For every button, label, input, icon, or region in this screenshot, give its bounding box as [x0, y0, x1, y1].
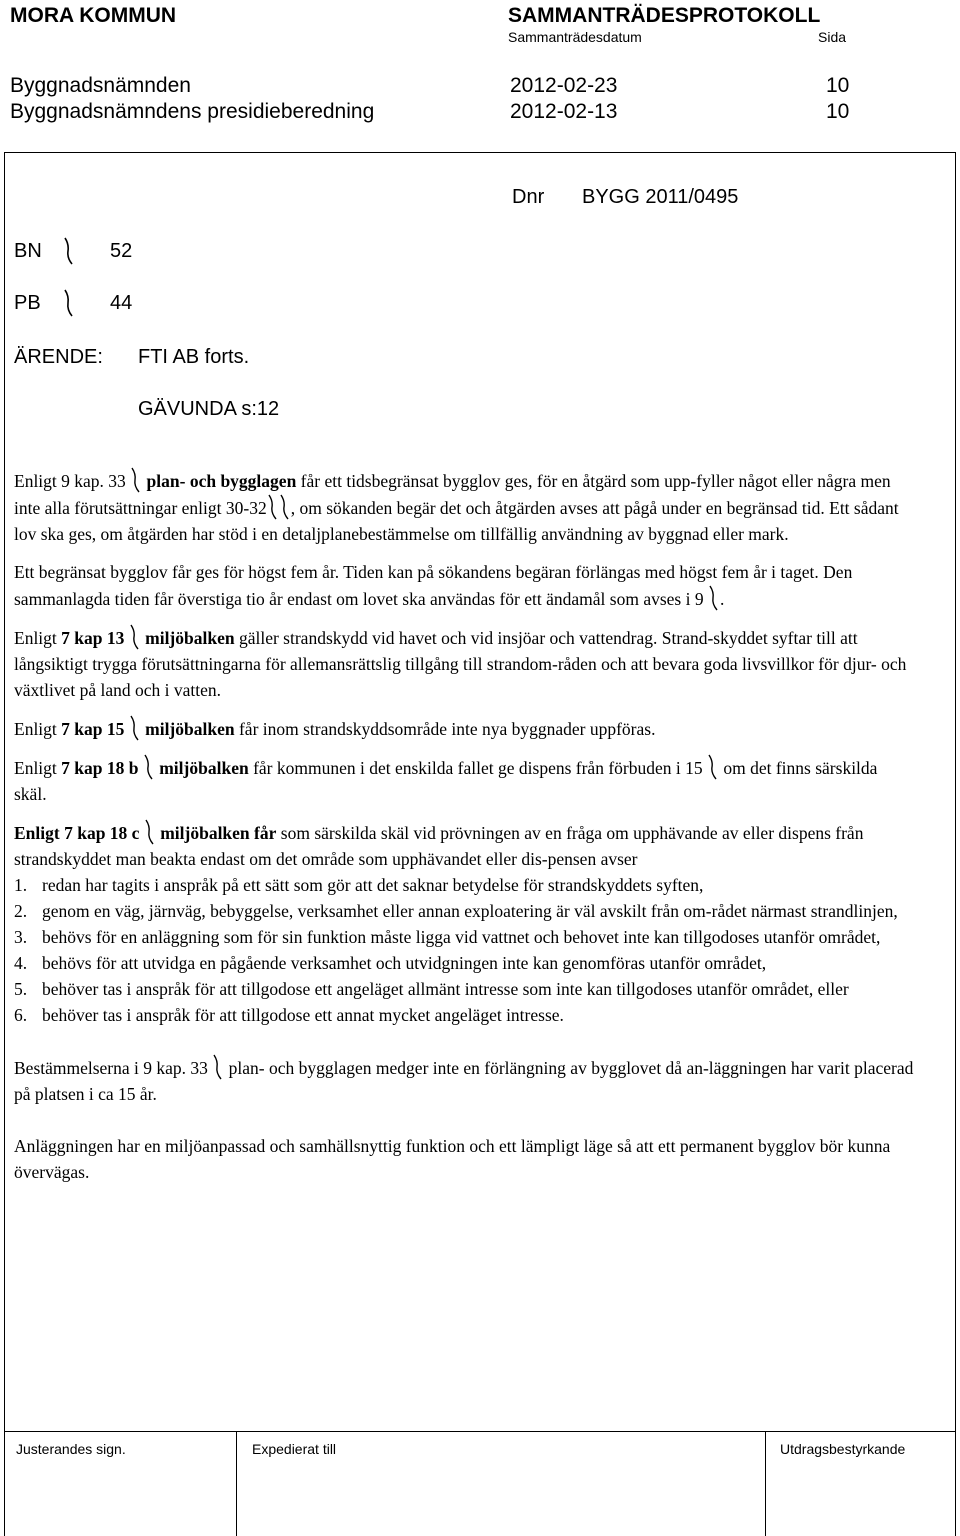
footer-column-divider — [236, 1431, 237, 1536]
arende-title: FTI AB forts. — [138, 346, 250, 368]
committee-date: 2012-02-23 — [510, 74, 618, 97]
law-name: miljöbalken — [159, 758, 249, 778]
law-name: miljöbalken — [145, 628, 235, 648]
paragraph-text: Anläggningen har en miljöanpassad och samhällsnyttig funktion och ett lämpligt läge så att ett permanent bygglov bör kunna övervägas. — [14, 1136, 891, 1182]
special-reasons-list — [14, 872, 914, 1028]
paragraph-text: får ett tidsbegränsat bygglov ges, för en åtgärd som upp-fyller något eller några men inte alla förutsättningar enligt 30-32 — [14, 471, 891, 518]
law-reference: 7 kap 18 b — [61, 758, 139, 778]
paragraph-time-limit — [14, 559, 914, 612]
paragraph-text: Bestämmelserna i 9 kap. 33 — [14, 1058, 208, 1078]
list-text: behöver tas i anspråk för att tillgodose ett angeläget allmänt intresse som inte kan tillgodoses utanför området, eller — [42, 979, 849, 999]
list-number: 1. — [14, 875, 28, 895]
law-name: miljöbalken — [145, 719, 235, 739]
list-number: 4. — [14, 953, 28, 973]
list-item — [14, 976, 914, 1002]
org-name: MORA KOMMUN — [10, 4, 177, 27]
property-designation: GÄVUNDA s:12 — [138, 398, 280, 420]
list-number: 2. — [14, 901, 28, 921]
bn-label: BN — [14, 240, 42, 262]
paragraph-shore-protection — [14, 624, 914, 703]
pb-number: 44 — [110, 292, 133, 314]
ref-text: Enligt 9 kap. 33 — [14, 471, 126, 491]
list-item — [14, 950, 914, 976]
list-text: behövs för att utvidga en pågående verksamhet och utvidgningen inte kan genomföras utanför området, — [42, 953, 767, 973]
section-sign-icon — [129, 624, 141, 650]
list-number: 6. — [14, 1005, 28, 1025]
section-sign-icon — [143, 754, 155, 780]
section-sign-icon — [708, 585, 720, 611]
section-sign-icon — [62, 288, 76, 318]
paragraph-text: . — [719, 589, 725, 609]
paragraph-conclusion — [14, 1133, 914, 1185]
section-sign-icon — [707, 754, 719, 780]
committee-page: 10 — [826, 74, 850, 97]
list-number: 5. — [14, 979, 28, 999]
paragraph-text: om det finns särskilda skäl. — [14, 758, 878, 804]
paragraph-text: får inom strandskyddsområde inte nya byggnader uppföras. — [238, 719, 656, 739]
paragraph-dispensation — [14, 754, 914, 807]
section-sign-icon — [267, 494, 279, 520]
body-text — [14, 467, 914, 1185]
paragraph-text: Enligt — [14, 628, 57, 648]
arende-label: ÄRENDE: — [14, 346, 103, 368]
list-number: 3. — [14, 927, 28, 947]
paragraph-text: , om sökanden begär det och åtgärden avses att pågå under en begränsad tid. Ett sådant lov ska ges, om åtgärden har stöd i en detaljplanebestämmelse om tillfällig användning av byggnad eller mark. — [14, 498, 899, 544]
presidium-name: Byggnadsnämndens presidieberedning — [10, 100, 375, 123]
footer-divider — [4, 1431, 956, 1432]
law-name: miljöbalken får — [160, 823, 277, 843]
paragraph-text: som särskilda skäl vid prövningen av en fråga om upphävande av eller dispens från strandskyddet man beakta endast om det område som upphävandet eller dis-pensen avser — [14, 823, 864, 869]
law-reference: 7 kap 15 — [61, 719, 125, 739]
section-sign-icon — [212, 1054, 224, 1080]
footer-column-divider — [765, 1431, 766, 1536]
section-sign-icon — [62, 236, 76, 266]
paragraph-text: Ett begränsat bygglov får ges för högst fem år. Tiden kan på sökandens begäran förlängas med högst fem år i taget. Den sammanlagda tiden får överstiga tio år endast om lovet ska användas för ett ändamål som avses i 9 — [14, 562, 853, 609]
meeting-date-label: Sammanträdesdatum — [508, 29, 642, 45]
dnr-label: Dnr — [512, 186, 545, 208]
list-item — [14, 898, 914, 924]
paragraph-text: plan- och bygglagen medger inte en förlängning av bygglovet då an-läggningen har varit placerad på platsen i ca 15 år. — [14, 1058, 914, 1104]
paragraph-extension-limit — [14, 1054, 914, 1107]
pb-label: PB — [14, 292, 41, 314]
section-sign-icon — [129, 715, 141, 741]
law-reference: Enligt 7 kap 18 c — [14, 823, 140, 843]
list-item — [14, 924, 914, 950]
list-text: redan har tagits i anspråk på ett sätt som gör att det saknar betydelse för strandskyddets syften, — [42, 875, 704, 895]
paragraph-text: gäller strandskydd vid havet och vid insjöar och vattendrag. Strand-skyddet syftar till att långsiktigt trygga förutsättningarna för allemansrättslig tillgång till strandom-råden och att bevara goda livsvillkor för djur- och växtlivet på land och i vatten. — [14, 628, 907, 700]
list-text: behöver tas i anspråk för att tillgodose ett annat mycket angeläget intresse. — [42, 1005, 564, 1025]
section-sign-icon — [144, 819, 156, 845]
paragraph-special-reasons — [14, 819, 914, 872]
section-sign-icon — [279, 494, 291, 520]
page-label: Sida — [818, 29, 847, 45]
bn-number: 52 — [110, 240, 133, 262]
list-item — [14, 1002, 914, 1028]
committee-name: Byggnadsnämnden — [10, 74, 191, 97]
paragraph-no-new-buildings — [14, 715, 914, 742]
document-type: SAMMANTRÄDESPROTOKOLL — [508, 4, 821, 27]
dnr-value: BYGG 2011/0495 — [582, 186, 739, 208]
justerandes-sign-label: Justerandes sign. — [16, 1441, 126, 1457]
presidium-date: 2012-02-13 — [510, 100, 618, 123]
section-sign-icon — [130, 467, 142, 493]
list-item — [14, 872, 914, 898]
list-text: behövs för en anläggning som för sin funktion måste ligga vid vattnet och behovet inte kan tillgodoses utanför området, — [42, 927, 881, 947]
law-reference: 7 kap 13 — [61, 628, 125, 648]
paragraph-text: får kommunen i det enskilda fallet ge dispens från förbuden i 15 — [253, 758, 703, 778]
utdragsbestyrkande-label: Utdragsbestyrkande — [780, 1441, 906, 1457]
expedierat-till-label: Expedierat till — [252, 1441, 337, 1457]
paragraph-text: Enligt — [14, 719, 57, 739]
law-name: plan- och bygglagen — [146, 471, 297, 491]
paragraph-temporary-permit — [14, 467, 914, 547]
presidium-page: 10 — [826, 100, 850, 123]
paragraph-text: Enligt — [14, 758, 57, 778]
list-text: genom en väg, järnväg, bebyggelse, verksamhet eller annan exploatering är väl avskilt från om-rådet närmast strandlinjen, — [42, 901, 898, 921]
